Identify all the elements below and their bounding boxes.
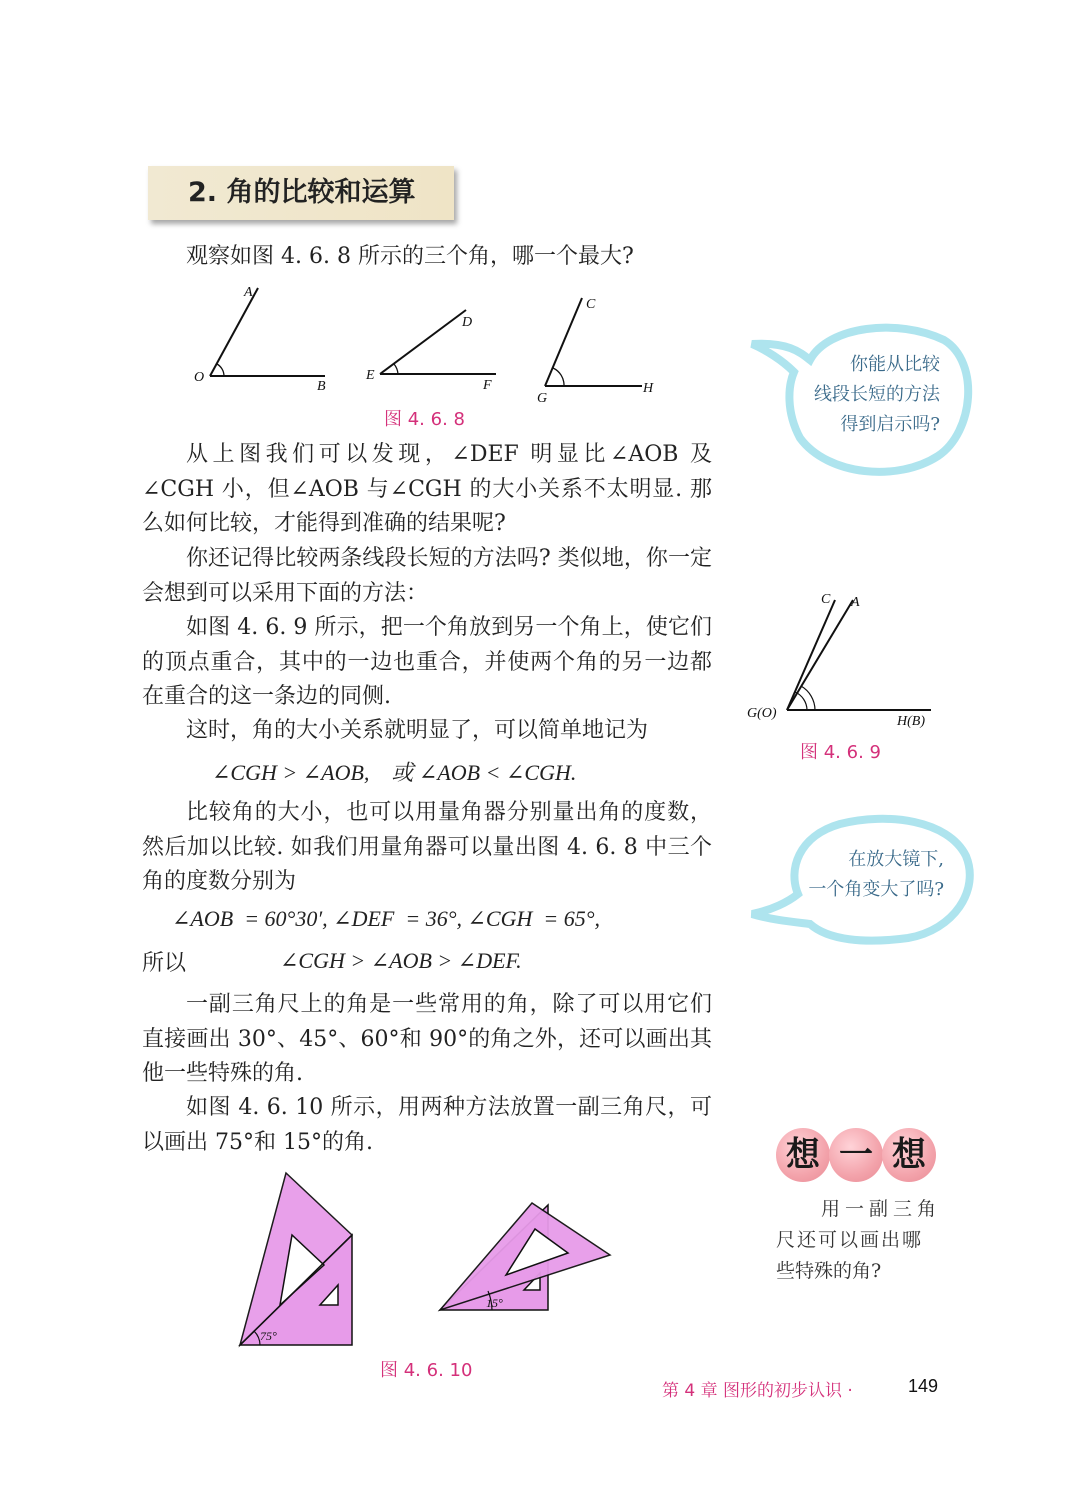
bubble-2-line-2: 一个角变大了吗?	[808, 879, 944, 900]
label-f: F	[483, 378, 492, 393]
ray-ed	[380, 310, 466, 374]
caption-fig-4-6-8: 图 4. 6. 8	[384, 409, 465, 430]
arc-cgh	[553, 368, 564, 386]
think-char-1: 想	[776, 1128, 830, 1182]
label-a-overlay: A	[851, 595, 860, 610]
think-char-3: 想	[882, 1128, 936, 1182]
paragraph-discover: 从上图我们可以发现，∠DEF 明显比∠AOB 及∠CGH 小，但∠AOB 与∠CGH 的大小关系不太明显. 那么如何比较，才能得到准确的结果呢?	[142, 442, 712, 536]
label-h: H	[643, 381, 654, 396]
think-char-2: 一	[829, 1128, 883, 1182]
bubble-1-line-2: 线段长短的方法	[814, 384, 940, 405]
label-e: E	[366, 368, 375, 383]
math-compare-line: ∠CGH > ∠AOB, 或 ∠AOB < ∠CGH.	[212, 760, 577, 785]
math-result-line: ∠CGH > ∠AOB > ∠DEF.	[280, 948, 522, 973]
think-line-3: 些特殊的角?	[776, 1260, 882, 1282]
ray-gc-overlay	[787, 600, 835, 710]
ray-oa	[210, 288, 258, 376]
label-c: C	[586, 297, 596, 312]
label-15: 15°	[486, 1296, 503, 1310]
label-o: O	[194, 370, 205, 385]
think-line-1: 用一副三角	[820, 1198, 941, 1220]
figure-4-6-10	[230, 1165, 630, 1355]
caption-fig-4-6-10: 图 4. 6. 10	[380, 1360, 473, 1381]
paragraph-fig-4-6-10: 如图 4. 6. 10 所示，用两种方法放置一副三角尺，可以画出 75°和 15°的角.	[142, 1095, 712, 1155]
label-d: D	[462, 315, 473, 330]
bubble-2-text	[780, 845, 944, 905]
math-degrees-line: ∠AOB = 60°30′, ∠DEF = 36°, ∠CGH = 65°,	[172, 906, 601, 931]
paragraph-set-squares: 一副三角尺上的角是一些常用的角，除了可以用它们直接画出 30°、45°、60°和 90°的角之外，还可以画出其他一些特殊的角.	[142, 992, 712, 1086]
label-go: G(O)	[747, 706, 777, 721]
label-a: A	[244, 285, 253, 300]
arc-aob	[217, 364, 224, 376]
arc-def	[394, 364, 398, 374]
bubble-2-line-1: 在放大镜下,	[848, 849, 944, 870]
label-c-overlay: C	[821, 592, 831, 607]
math-so-prefix: 所以	[142, 951, 187, 976]
figure-4-6-9	[745, 585, 945, 735]
think-line-2: 尺还可以画出哪	[776, 1229, 924, 1251]
paragraph-recall: 你还记得比较两条线段长短的方法吗? 类似地，你一定会想到可以采用下面的方法：	[142, 546, 712, 606]
ray-gc	[545, 298, 582, 386]
label-g: G	[537, 391, 548, 405]
paragraph-method: 如图 4. 6. 9 所示，把一个角放到另一个角上，使它们的顶点重合，其中的一边也重合，并使两个角的另一边都在重合的这一条边的同侧.	[142, 615, 712, 709]
bubble-1-line-3: 得到启示吗?	[840, 414, 940, 435]
paragraph-protractor: 比较角的大小，也可以用量角器分别量出角的度数，然后加以比较. 如我们用量角器可以量出图 4. 6. 8 中三个角的度数分别为	[142, 800, 712, 894]
paragraph-relation: 这时，角的大小关系就明显了，可以简单地记为	[186, 718, 649, 743]
bubble-1-line-1: 你能从比较	[850, 354, 940, 375]
paragraph-observe: 观察如图 4. 6. 8 所示的三个角，哪一个最大?	[186, 244, 634, 269]
bubble-1-text	[780, 350, 940, 440]
label-hb: H(B)	[897, 714, 925, 729]
section-title: 2. 角的比较和运算	[148, 166, 454, 220]
think-text	[776, 1194, 941, 1287]
caption-fig-4-6-9: 图 4. 6. 9	[800, 742, 881, 763]
label-75: 75°	[260, 1329, 277, 1343]
footer-chapter: 第 4 章 图形的初步认识 ·	[662, 1381, 853, 1401]
figure-4-6-8	[180, 280, 680, 405]
page-number: 149	[908, 1376, 939, 1396]
label-b: B	[317, 379, 326, 394]
